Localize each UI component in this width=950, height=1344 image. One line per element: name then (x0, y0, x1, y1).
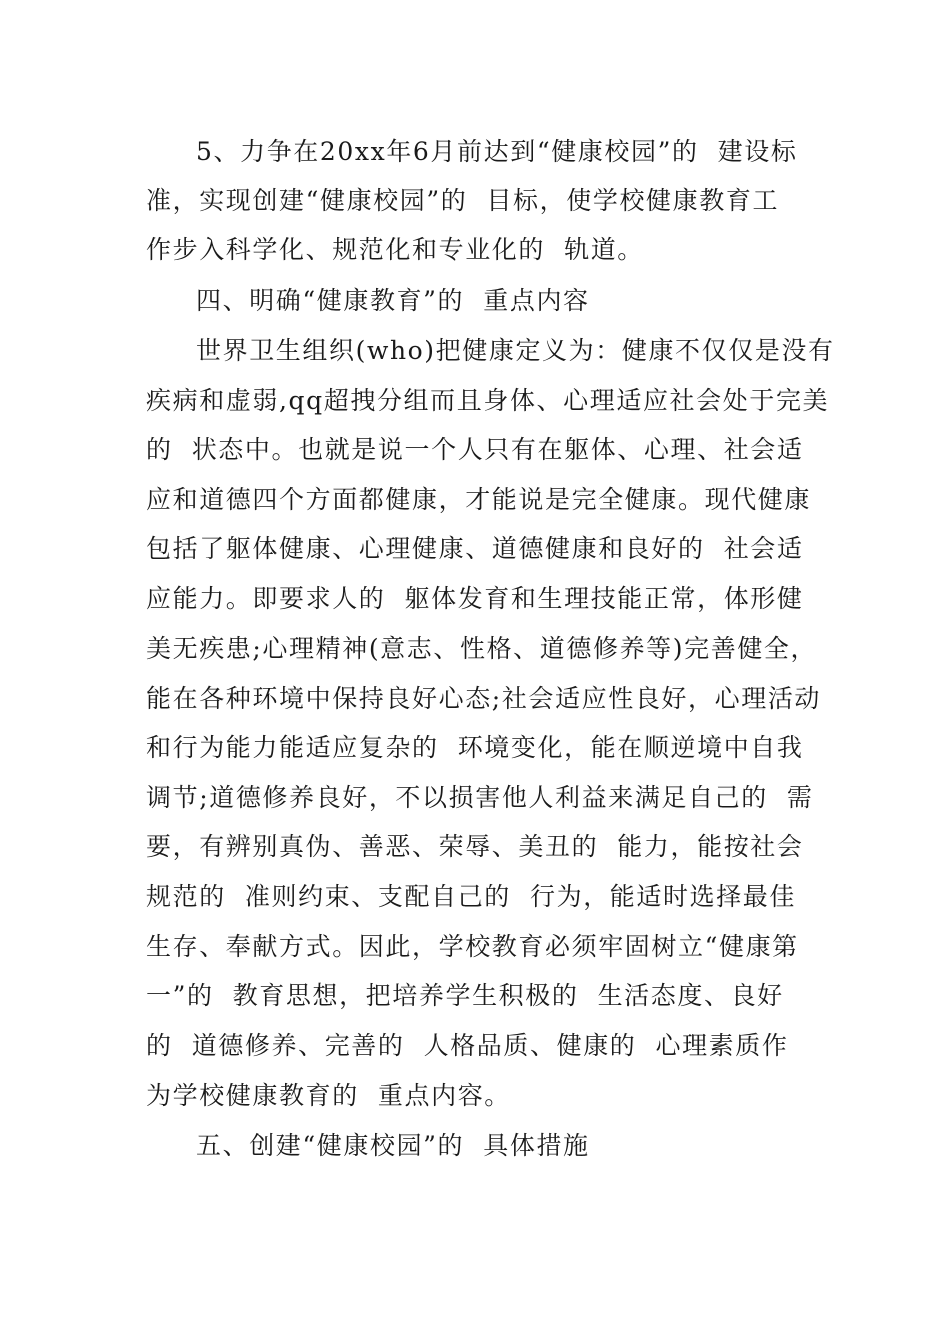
text-line: 和行为能力能适应复杂的 环境变化，能在顺逆境中自我 (146, 733, 804, 762)
text-line: 的 道德修养、完善的 人格品质、健康的 心理素质作 (146, 1031, 789, 1060)
text-line: 能在各种环境中保持良好心态;社会适应性良好，心理活动 (146, 684, 822, 713)
text-line: 应和道德四个方面都健康，才能说是完全健康。现代健康 (146, 485, 812, 514)
text-line: 规范的 准则约束、支配自己的 行为，能适时选择最佳 (146, 882, 796, 911)
section-heading: 四、明确“健康教育”的 重点内容 (196, 286, 590, 315)
text-line: 准，实现创建“健康校园”的 目标，使学校健康教育工 (146, 186, 780, 215)
text-line: 为学校健康教育的 重点内容。 (146, 1081, 511, 1110)
text-line: 疾病和虚弱,qq超拽分组而且身体、心理适应社会处于完美 (146, 386, 830, 415)
text-line: 作步入科学化、规范化和专业化的 轨道。 (146, 235, 644, 264)
text-line: 调节;道德修养良好，不以损害他人利益来满足自己的 需 (146, 783, 814, 812)
text-line: 一”的 教育思想，把培养学生积极的 生活态度、良好 (146, 981, 784, 1010)
text-line: 包括了躯体健康、心理健康、道德健康和良好的 社会适 (146, 534, 804, 563)
text-line: 应能力。即要求人的 躯体发育和生理技能正常，体形健 (146, 584, 804, 613)
section-heading: 五、创建“健康校园”的 具体措施 (196, 1131, 590, 1160)
text-line: 5、力争在20xx年6月前达到“健康校园”的 建设标 (196, 137, 798, 166)
text-line: 要，有辨别真伪、善恶、荣辱、美丑的 能力，能按社会 (146, 832, 804, 861)
text-line: 的 状态中。也就是说一个人只有在躯体、心理、社会适 (146, 435, 804, 464)
text-line: 生存、奉献方式。因此，学校教育必须牢固树立“健康第 (146, 932, 799, 961)
text-line: 世界卫生组织(who)把健康定义为：健康不仅仅是没有 (196, 336, 835, 365)
text-line: 美无疾患;心理精神(意志、性格、道德修养等)完善健全， (146, 634, 818, 663)
